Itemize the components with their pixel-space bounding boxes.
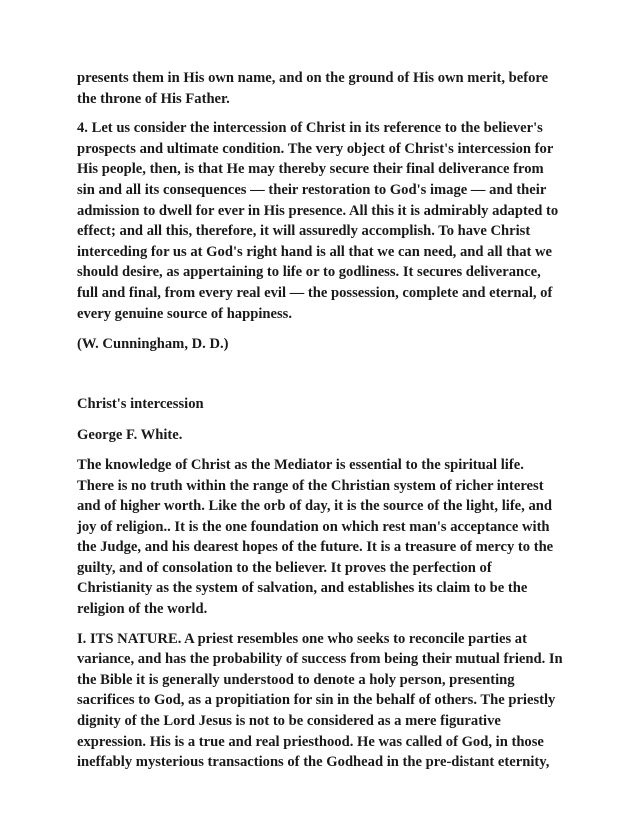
text-line: expression. His is a true and real priesthood. He was called of God, in those	[77, 733, 544, 750]
text-line: admission to dwell for ever in His presence. All this it is admirably adapted to	[77, 202, 559, 219]
text-line: full and final, from every real evil — the possession, complete and eternal, of	[77, 284, 553, 301]
text-line: presents them in His own name, and on the ground of His own merit, before	[77, 70, 549, 86]
author-name	[77, 425, 578, 446]
attribution-text: (W. Cunningham, D. D.)	[77, 336, 229, 353]
text-line: variance, and has the probability of success from being their mutual friend. In	[77, 651, 563, 668]
text-line: the Bible it is generally understood to denote a holy person, presenting	[77, 671, 515, 688]
paragraph-intercession-point-4	[77, 118, 578, 324]
text-line: religion of the world.	[77, 601, 208, 618]
attribution	[77, 334, 578, 355]
text-line: should desire, as appertaining to life or to godliness. It secures deliverance,	[77, 264, 541, 281]
text-line: the throne of His Father.	[77, 90, 230, 107]
paragraph-its-nature	[77, 629, 578, 773]
text-line: joy of religion.. It is the one foundation on which rest man's acceptance with	[77, 518, 550, 535]
text-line: dignity of the Lord Jesus is not to be considered as a mere figurative	[77, 713, 501, 730]
section-title-text: Christ's intercession	[77, 395, 204, 412]
text-line: effect; and all this, therefore, it will assuredly accomplish. To have Christ	[77, 223, 531, 240]
paragraph-continuation	[77, 68, 578, 109]
text-line: There is no truth within the range of the Christian system of richer interest	[77, 477, 544, 494]
text-line: sacrifices to God, as a propitiation for sin in the behalf of others. The priestly	[77, 692, 556, 709]
text-line: interceding for us at God's right hand is all that we can need, and all that we	[77, 243, 553, 260]
text-line: I. ITS NATURE. A priest resembles one who seeks to reconcile parties at	[77, 630, 527, 647]
text-line: every genuine source of happiness.	[77, 305, 292, 322]
text-line: the Judge, and his dearest hopes of the future. It is a treasure of mercy to the	[77, 539, 554, 556]
text-line: guilty, and of consolation to the believer. It proves the perfection of	[77, 559, 492, 576]
text-line: Christianity as the system of salvation, and establishes its claim to be the	[77, 580, 528, 597]
text-line: ineffably mysterious transactions of the Godhead in the pre-distant eternity,	[77, 754, 550, 771]
text-line: prospects and ultimate condition. The very object of Christ's intercession for	[77, 140, 554, 157]
section-title	[77, 394, 578, 415]
paragraph-knowledge-of-christ	[77, 455, 578, 620]
author-name-text: George F. White.	[77, 427, 183, 444]
text-line: and of higher worth. Like the orb of day, it is the source of the light, life, and	[77, 498, 552, 515]
text-line: The knowledge of Christ as the Mediator is essential to the spiritual life.	[77, 456, 524, 473]
text-line: sin and all its consequences — their restoration to God's image — and their	[77, 181, 547, 198]
text-line: 4. Let us consider the intercession of Christ in its reference to the believer's	[77, 120, 543, 137]
text-line: His people, then, is that He may thereby secure their final deliverance from	[77, 161, 544, 178]
